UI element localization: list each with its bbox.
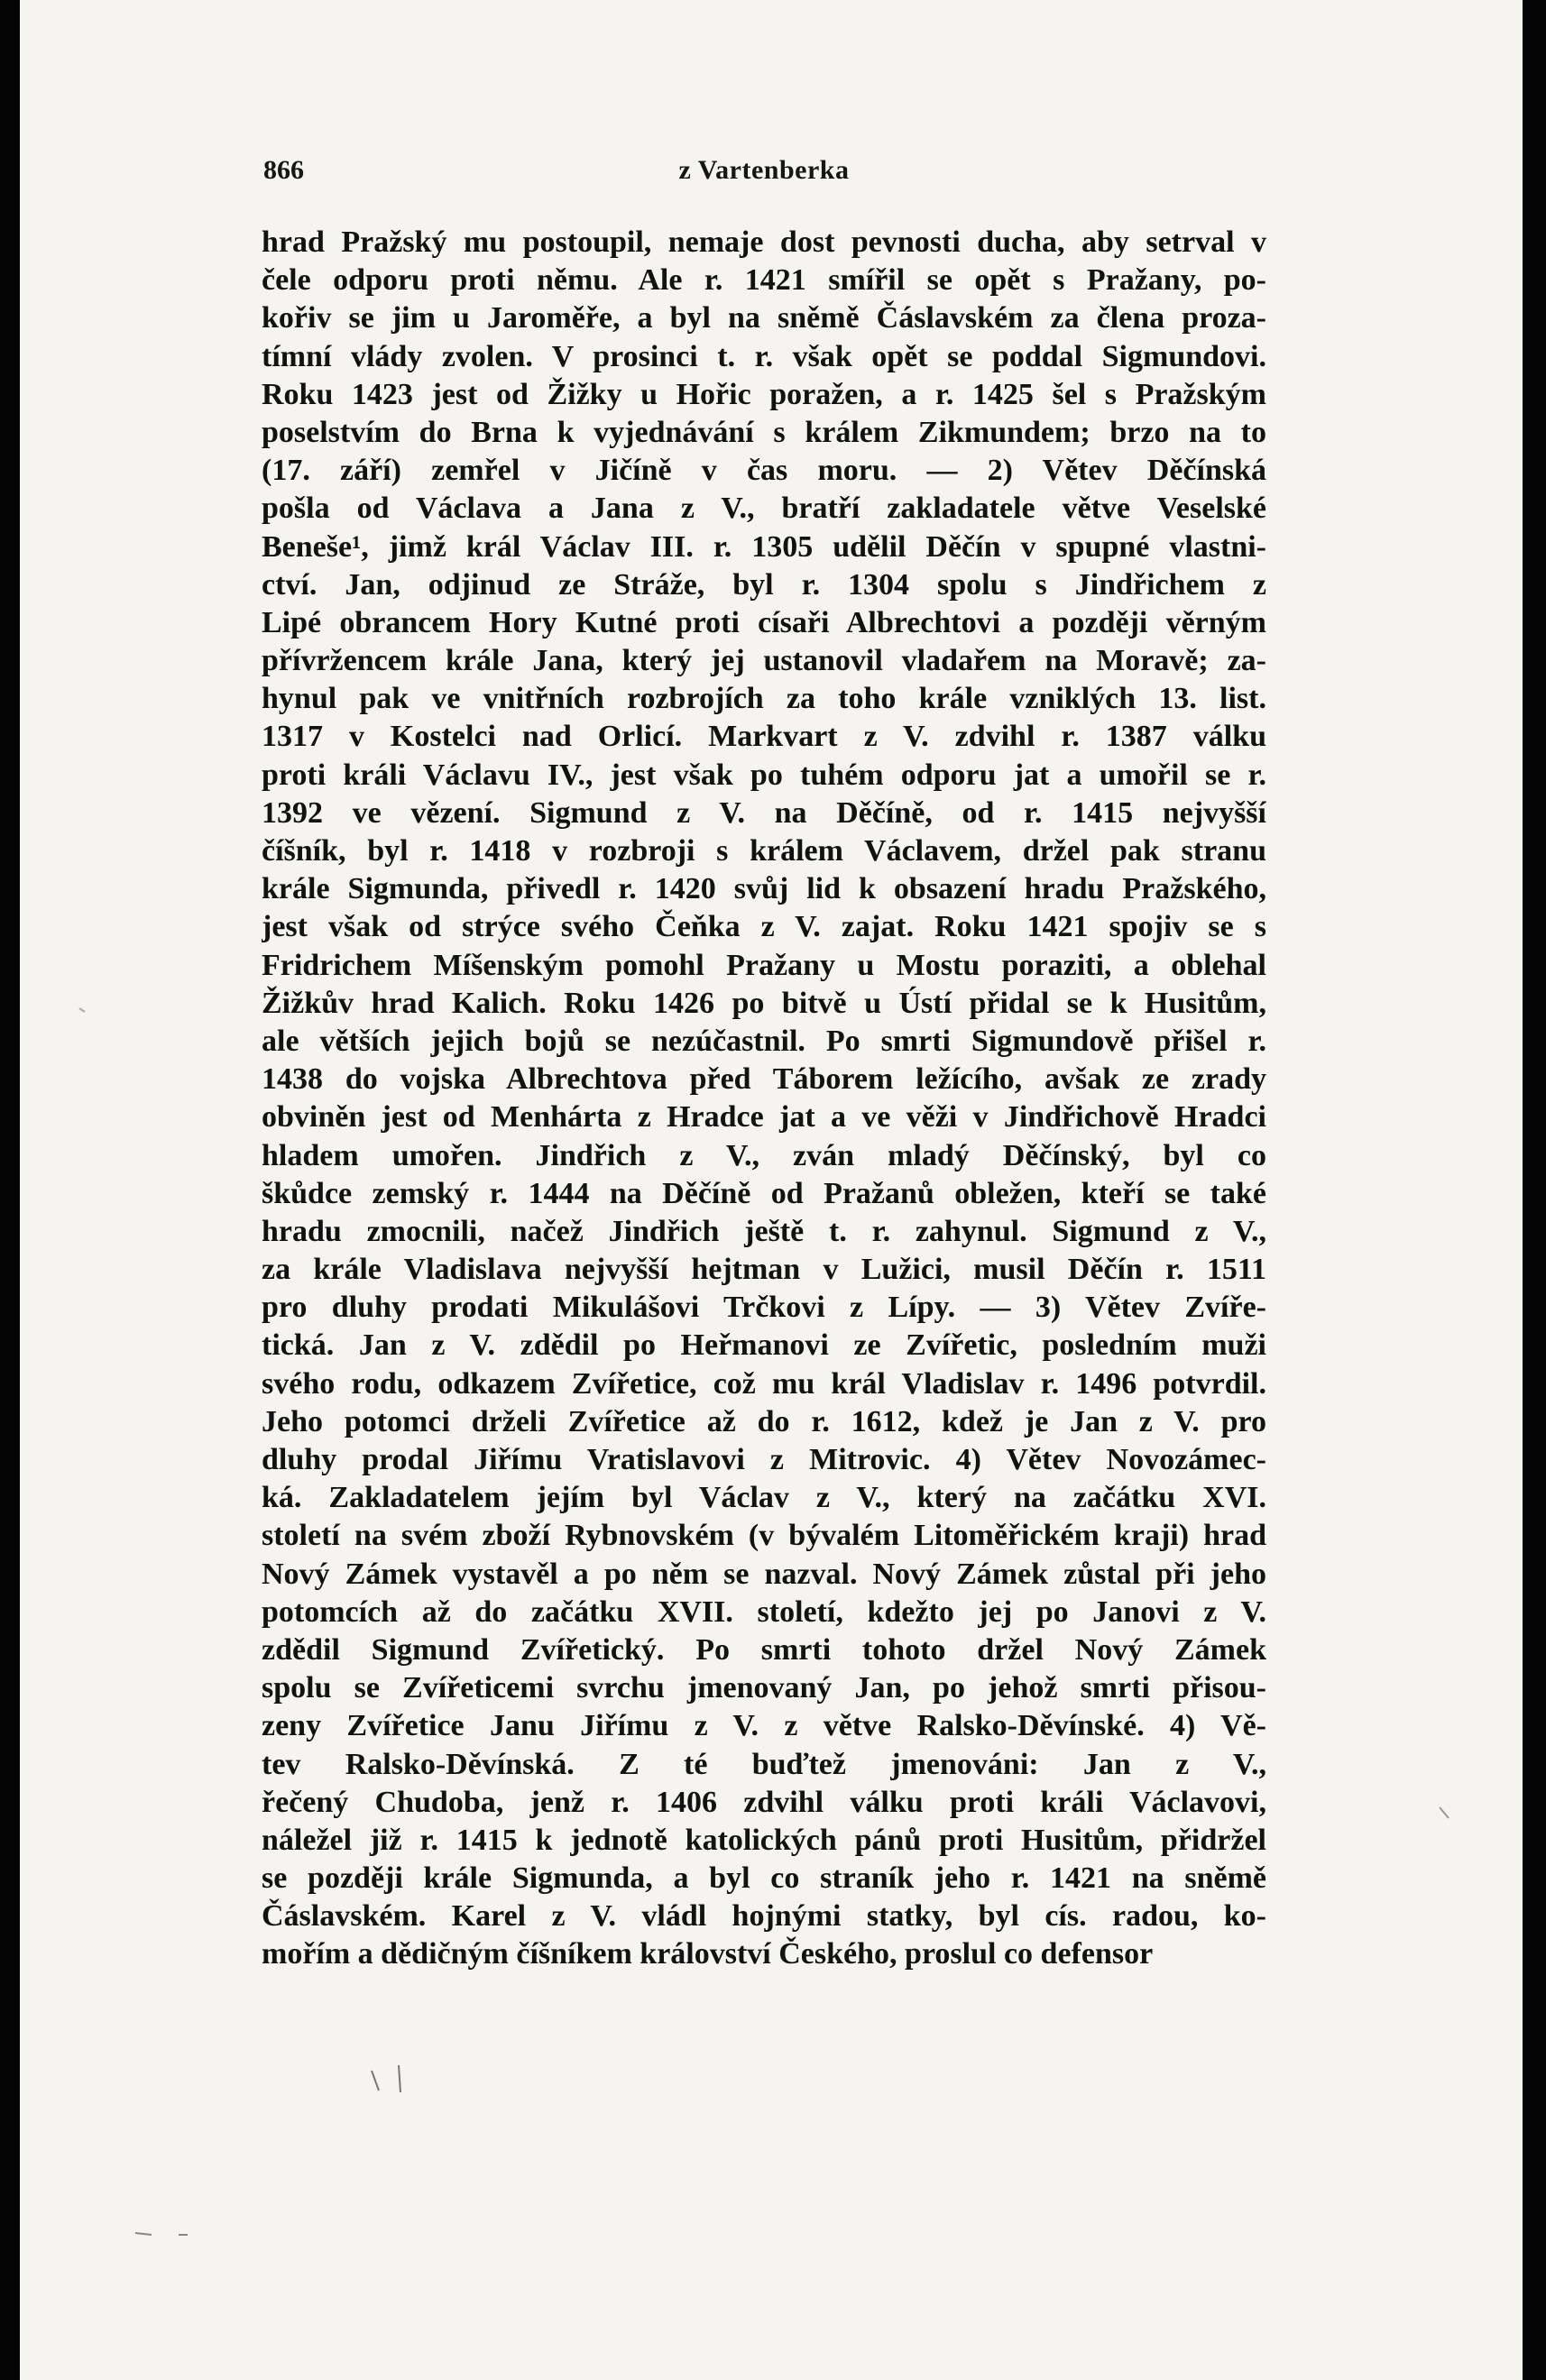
text-line: hrad Pražský mu postoupil, nemaje dost pevnosti ducha, aby setrval v [262,225,1266,259]
text-line: 1317 v Kostelci nad Orlicí. Markvart z V. zdvihl r. 1387 válku [262,720,1266,754]
text-line: zeny Zvířetice Janu Jiřímu z V. z větve Ralsko-Děvínské. 4) Vě- [262,1709,1266,1743]
text-line: ale větších jejich bojů se nezúčastnil. Po smrti Sigmundově přišel r. [262,1024,1266,1058]
text-line: 1438 do vojska Albrechtova před Táborem ležícího, avšak ze zrady [262,1062,1266,1097]
text-line: Jeho potomci drželi Zvířetice až do r. 1612, kdež je Jan z V. pro [262,1404,1266,1438]
text-line: kořiv se jim u Jaroměře, a byl na sněmě Čáslavském za člena proza- [262,301,1266,335]
text-line: hynul pak ve vnitřních rozbrojích za toho krále vzniklých 13. list. [262,682,1266,716]
text-line: 1392 ve vězení. Sigmund z V. na Děčíně, od r. 1415 nejvyšší [262,795,1266,830]
running-head [263,155,1265,191]
text-line: ká. Zakladatelem jejím byl Václav z V., který na začátku XVI. [262,1481,1266,1515]
text-line: pošla od Václava a Jana z V., bratří zakladatele větve Veselské [262,492,1266,526]
text-line: potomcích až do začátku XVII. století, kdežto jej po Janovi z V. [262,1594,1266,1629]
text-line: řečený Chudoba, jenž r. 1406 zdvihl válku proti králi Václavovi, [262,1785,1266,1819]
running-title: z Vartenberka [678,155,850,185]
text-line: spolu se Zvířeticemi svrchu jmenovaný Jan, po jehož smrti přisou- [262,1671,1266,1705]
text-line: zdědil Sigmund Zvířetický. Po smrti tohoto držel Nový Zámek [262,1632,1266,1667]
text-line: hladem umořen. Jindřich z V., zván mladý Děčínský, byl co [262,1138,1266,1172]
text-line: Žižkův hrad Kalich. Roku 1426 po bitvě u Ústí přidal se k Husitům, [262,986,1266,1020]
text-line: Lipé obrancem Hory Kutné proti císaři Albrechtovi a později věrným [262,605,1266,639]
text-line: obviněn jest od Menhárta z Hradce jat a ve věži v Jindřichově Hradci [262,1100,1266,1135]
text-line: poselstvím do Brna k vyjednávání s králem Zikmundem; brzo na to [262,415,1266,449]
text-line: se později krále Sigmunda, a byl co straník jeho r. 1421 na sněmě [262,1861,1266,1896]
text-line: tímní vlády zvolen. V prosinci t. r. však opět se poddal Sigmundovi. [262,339,1266,373]
text-line: století na svém zboží Rybnovském (v bývalém Litoměřickém kraji) hrad [262,1519,1266,1553]
text-line: svého rodu, odkazem Zvířetice, což mu král Vladislav r. 1496 potvrdil. [262,1366,1266,1401]
text-line: krále Sigmunda, přivedl r. 1420 svůj lid k obsazení hradu Pražského, [262,872,1266,906]
body-text [262,224,1266,1974]
text-line: škůdce zemský r. 1444 na Děčíně od Pražanů obležen, kteří se také [262,1176,1266,1210]
text-line: čele odporu proti němu. Ale r. 1421 smířil se opět s Pražany, po- [262,263,1266,298]
text-line: proti králi Václavu IV., jest však po tuhém odporu jat a umořil se r. [262,758,1266,792]
text-line: za krále Vladislava nejvyšší hejtman v Lužici, musil Děčín r. 1511 [262,1253,1266,1287]
text-line: Beneše¹, jimž král Václav III. r. 1305 udělil Děčín v spupné vlastni- [262,529,1266,564]
text-line: tev Ralsko-Děvínská. Z té buďtež jmenováni: Jan z V., [262,1747,1266,1781]
page-number: 866 [263,155,304,185]
text-line: mořím a dědičným číšníkem království Českého, proslul co defensor [262,1937,1154,1971]
text-line: Nový Zámek vystavěl a po něm se nazval. Nový Zámek zůstal při jeho [262,1557,1266,1591]
text-line: Fridrichem Míšenským pomohl Pražany u Mostu poraziti, a oblehal [262,948,1266,982]
text-line: pro dluhy prodati Mikulášovi Trčkovi z Lípy. — 3) Větev Zvíře- [262,1291,1266,1325]
text-line: tická. Jan z V. zdědil po Heřmanovi ze Zvířetic, posledním muži [262,1328,1266,1363]
text-line: jest však od strýce svého Čeňka z V. zajat. Roku 1421 spojiv se s [262,910,1266,944]
text-line: ctví. Jan, odjinud ze Stráže, byl r. 1304 spolu s Jindřichem z [262,567,1266,602]
text-line: číšník, byl r. 1418 v rozbroji s králem Václavem, držel pak stranu [262,834,1266,868]
text-line: dluhy prodal Jiřímu Vratislavovi z Mitrovic. 4) Větev Novozámec- [262,1443,1266,1476]
text-line: přívržencem krále Jana, který jej ustanovil vladařem na Moravě; za- [262,644,1266,678]
text-line: hradu zmocnili, načež Jindřich ještě t. r. zahynul. Sigmund z V., [262,1214,1266,1248]
text-line: Čáslavském. Karel z V. vládl hojnými statky, byl cís. radou, ko- [262,1899,1266,1934]
text-line: (17. září) zemřel v Jičíně v čas moru. — 2) Větev Děčínská [262,454,1266,488]
text-line: Roku 1423 jest od Žižky u Hořic poražen, a r. 1425 šel s Pražským [262,377,1266,411]
text-line: náležel již r. 1415 k jednotě katolických pánů proti Husitům, přidržel [262,1823,1266,1857]
book-page [20,0,1523,2380]
